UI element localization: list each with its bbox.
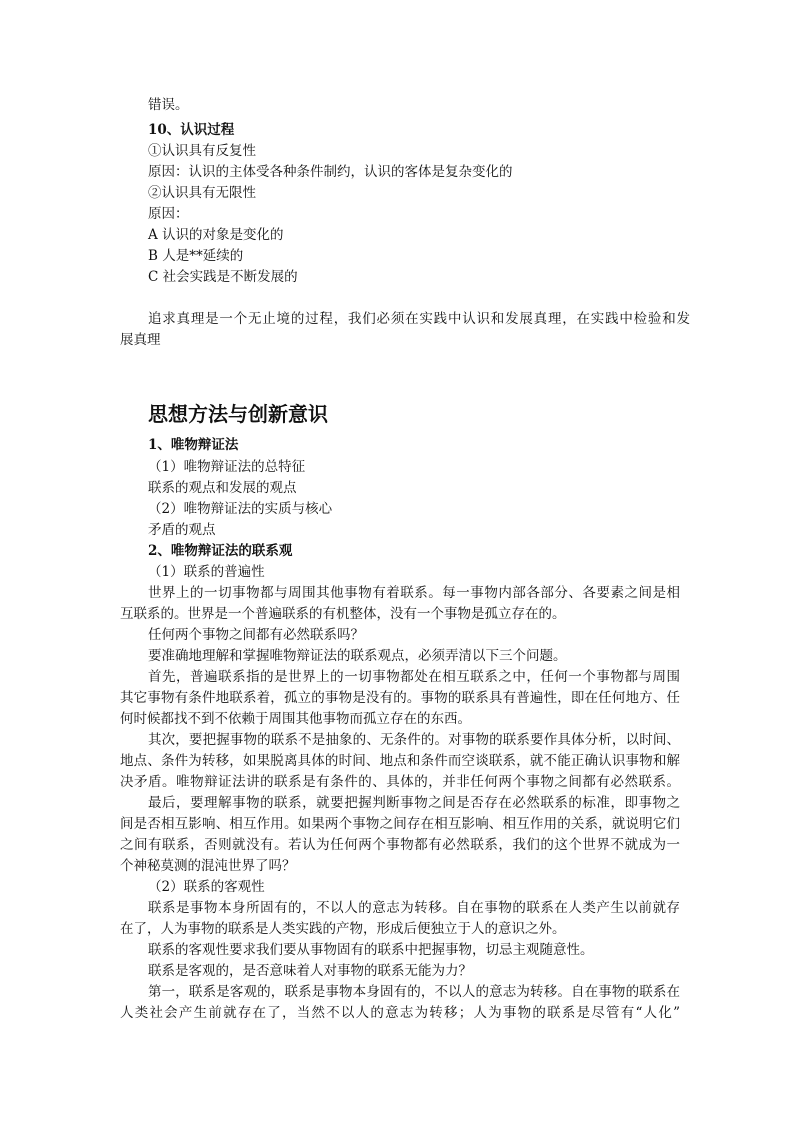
section-title: 思想方法与创新意识 [148,402,328,426]
reason-b: B 人是**延续的 [148,248,244,264]
paragraph-4-line-2: 地点、条件为转移，如果脱离具体的时间、地点和条件而空谈联系，就不能正确认识事物和解 [120,753,680,769]
paragraph-2: 要准确地理解和掌握唯物辩证法的联系观点，必须弄清以下三个问题。 [148,648,567,664]
reason-c: C 社会实践是不断发展的 [148,269,298,285]
text-general-feature: 联系的观点和发展的观点 [148,480,297,496]
heading-connection-view: 2、唯物辩证法的联系观 [148,543,293,559]
paragraph-4-line-3: 决矛盾。唯物辩证法讲的联系是有条件的、具体的，并非任何两个事物之间都有必然联系。 [120,774,680,790]
paragraph-4-line-1: 其次，要把握事物的联系不是抽象的、无条件的。对事物的联系要作具体分析，以时间、 [148,732,680,748]
paragraph-3-line-1: 首先，普遍联系指的是世界上的一切事物都处在相互联系之中，任何一个事物都与周围 [148,669,680,685]
paragraph-5-line-3: 之间有联系，否则就没有。若认为任何两个事物都有必然联系，我们的这个世界不就成为一 [120,837,680,853]
subheading-essence-core: （2）唯物辩证法的实质与核心 [148,501,333,517]
truth-paragraph-line-2: 展真理 [120,332,161,348]
paragraph-6-line-2: 在了，人为事物的联系是人类实践的产物，形成后便独立于人的意识之外。 [120,921,566,937]
paragraph-5-line-1: 最后，要理解事物的联系，就要把握判断事物之间是否存在必然联系的标准，即事物之 [148,795,680,811]
reason-a: A 认识的对象是变化的 [148,227,284,243]
subheading-universality: （1）联系的普遍性 [148,564,265,580]
paragraph-5-line-2: 间是否相互影响、相互作用。如果两个事物之间存在相互影响、相互作用的关系，就说明它们 [120,816,680,832]
paragraph-3-line-3: 何时候都找不到不依赖于周围其他事物而孤立存在的东西。 [120,711,471,727]
question-1: 任何两个事物之间都有必然联系吗？ [148,627,364,643]
paragraph-8-line-2: 人类社会产生前就存在了，当然不以人的意志为转移；人为事物的联系是尽管有“人化” [120,1005,680,1021]
subheading-objectivity: （2）联系的客观性 [148,879,265,895]
paragraph-5-line-4: 个神秘莫测的混沌世界了吗？ [120,858,296,874]
paragraph-8-line-1: 第一，联系是客观的，联系是事物本身固有的，不以人的意志为转移。自在事物的联系在 [148,984,680,1000]
truth-paragraph-line-1: 追求真理是一个无止境的过程，我们必须在实践中认识和发展真理，在实践中检验和发 [148,311,690,327]
list-item-repeatability: ①认识具有反复性 [148,143,256,159]
subheading-general-feature: （1）唯物辩证法的总特征 [148,459,306,475]
list-item-infinity: ②认识具有无限性 [148,185,256,201]
reason-label-2: 原因： [148,206,189,222]
paragraph-7: 联系的客观性要求我们要从事物固有的联系中把握事物，切忌主观随意性。 [148,942,594,958]
reason-text-1: 原因：认识的主体受各种条件制约，认识的客体是复杂变化的 [148,164,513,180]
paragraph-1-line-1: 世界上的一切事物都与周围其他事物有着联系。每一事物内部各部分、各要素之间是相 [148,585,680,601]
paragraph-3-line-2: 其它事物有条件地联系着，孤立的事物是没有的。事物的联系具有普遍性，即在任何地方、任 [120,690,680,706]
continuation-line: 错误。 [148,97,189,113]
paragraph-6-line-1: 联系是事物本身所固有的，不以人的意志为转移。自在事物的联系在人类产生以前就存 [148,900,680,916]
section-heading-cognition-process: 10、认识过程 [148,122,235,138]
text-essence-core: 矛盾的观点 [148,522,216,538]
question-2: 联系是客观的，是否意味着人对事物的联系无能为力？ [148,963,472,979]
paragraph-1-line-2: 互联系的。世界是一个普遍联系的有机整体，没有一个事物是孤立存在的。 [120,606,566,622]
heading-materialist-dialectics: 1、唯物辩证法 [148,437,239,453]
